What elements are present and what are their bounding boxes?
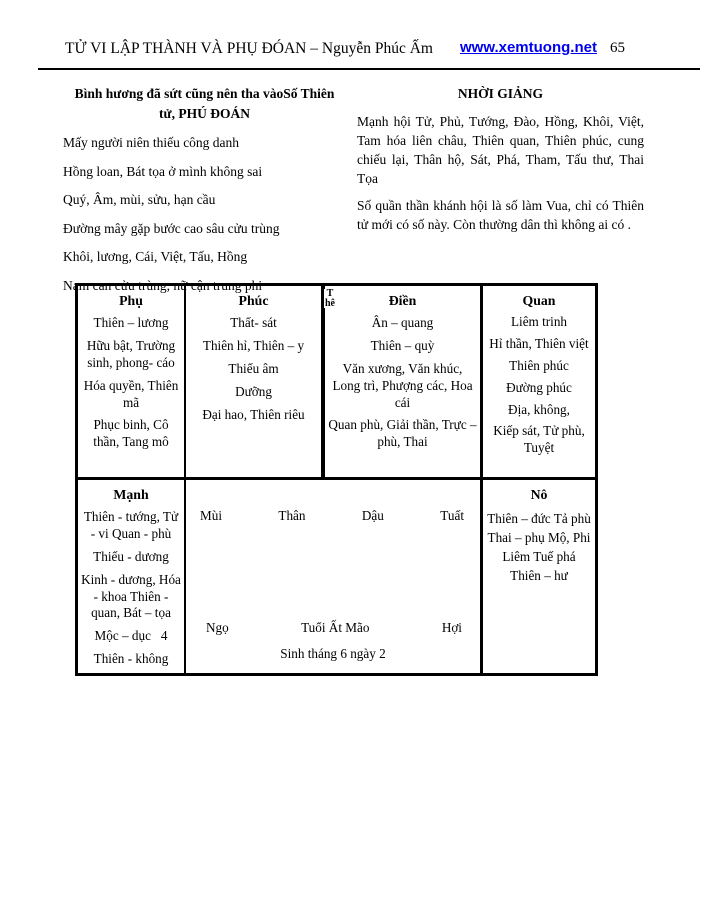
left-text-column bbox=[63, 84, 346, 294]
verse-line: Nam can cửu trùng, nữ cận trung phi bbox=[63, 277, 263, 293]
tu-vi-chart-table bbox=[75, 283, 598, 676]
palace-cell-quan bbox=[483, 286, 595, 480]
left-heading-line: Bình hương đã sứt cũng nên tha vàoSố Thiên bbox=[74, 86, 335, 101]
verse-line: Quý, Âm, mùi, sửu, hạn cầu bbox=[63, 192, 216, 208]
explanation-paragraph: Mạnh hội Tử, Phủ, Tướng, Đào, Hồng, Khôi, Việt, Tam hóa liên châu, Thiên quan, Thiên phúc, cung chiếu lại, Thân hộ, Sát, Phá, Tham, Tấu thư, Thai Tọa bbox=[357, 113, 644, 187]
branch-label-dau: Dậu bbox=[361, 508, 384, 523]
left-heading-line: tử, PHÚ ĐOÁN bbox=[159, 105, 250, 121]
palace-cell-phuc bbox=[186, 286, 325, 480]
branch-row-bottom bbox=[206, 620, 462, 636]
palace-name: Phúc bbox=[238, 293, 269, 308]
verse-line: Khôi, lương, Cái, Việt, Tấu, Hồng bbox=[63, 249, 248, 265]
star-entry: Thiên – quỳ bbox=[370, 337, 435, 353]
branch-label-hoi: Hợi bbox=[441, 620, 462, 635]
right-text-column bbox=[357, 84, 644, 235]
the-vertical-label: Thê bbox=[325, 288, 335, 309]
star-entry: Thiên – lương bbox=[93, 315, 169, 330]
palace-cell-dien bbox=[325, 286, 483, 480]
branch-label-than: Thân bbox=[278, 508, 306, 523]
header-divider bbox=[38, 68, 700, 70]
birth-date-label: Sinh tháng 6 ngày 2 bbox=[280, 646, 386, 661]
star-entry: Mộc – dục 4 bbox=[94, 628, 168, 644]
verse-line: Đường mây gặp bước cao sâu cửu trùng bbox=[63, 220, 280, 236]
star-entry: Quan phù, Giải thần, Trực – phù, Thai bbox=[328, 417, 477, 450]
star-entry: Hỉ thần, Thiên việt bbox=[489, 335, 589, 351]
branch-row-top bbox=[200, 508, 464, 524]
palace-cell-no bbox=[483, 480, 595, 673]
palace-cell-manh bbox=[78, 480, 186, 673]
star-entry: Phục binh, Cô thần, Tang mô bbox=[93, 417, 169, 450]
document-title: TỬ VI LẬP THÀNH VÀ PHỤ ĐÓAN – Nguyễn Phúc Ấm bbox=[65, 40, 433, 57]
star-entry: Hữu bật, Trường sinh, phong- cáo bbox=[86, 337, 176, 370]
verse-line: Mấy người niên thiếu công danh bbox=[63, 135, 240, 151]
palace-name: Điền bbox=[388, 293, 417, 308]
explanation-paragraph: Số quần thần khánh hội là số làm Vua, chỉ có Thiên tử mới có số này. Còn thường dân thì không ai có . bbox=[357, 198, 644, 233]
star-entry: Đại hao, Thiên riêu bbox=[202, 406, 305, 422]
palace-cell-phu bbox=[78, 286, 186, 480]
star-entry: Đường phúc bbox=[506, 379, 572, 395]
star-entry: Văn xương, Văn khúc, Long trì, Phượng các, Hoa cái bbox=[332, 360, 473, 410]
branch-label-ngo: Ngọ bbox=[206, 620, 229, 635]
branch-label-mui: Mùi bbox=[200, 508, 222, 523]
star-entry: Thiếu - dương bbox=[93, 548, 169, 564]
palace-name: Phụ bbox=[119, 293, 143, 308]
star-entry: Dưỡng bbox=[235, 383, 272, 399]
star-entry: Thiếu âm bbox=[228, 360, 279, 376]
star-entry: Địa, không, bbox=[508, 401, 570, 417]
star-entry: Thiên - tướng, Tử - vi Quan - phù bbox=[83, 509, 179, 541]
star-entry: Thiên – đức Tả phù Thai – phụ Mộ, Phi Liêm Tuế phá Thiên – hư bbox=[487, 511, 591, 584]
star-entry: Kiếp sát, Tử phù, Tuyệt bbox=[493, 423, 585, 456]
website-link[interactable]: www.xemtuong.net bbox=[460, 39, 597, 56]
birth-year-label: Tuổi Ất Mão bbox=[301, 620, 370, 635]
star-entry: Thất- sát bbox=[230, 315, 277, 330]
verse-line: Hồng loan, Bát tọa ở mình không sai bbox=[63, 163, 263, 179]
palace-name: Nô bbox=[530, 487, 548, 502]
chart-center-cell bbox=[186, 480, 483, 673]
star-entry: Thiên hỉ, Thiên – y bbox=[202, 337, 305, 353]
palace-name: Quan bbox=[522, 293, 556, 308]
star-entry: Ân – quang bbox=[371, 315, 434, 330]
branch-label-tuat: Tuất bbox=[440, 508, 464, 523]
palace-name: Mạnh bbox=[113, 487, 149, 502]
star-entry: Hóa quyền, Thiên mã bbox=[83, 377, 179, 410]
star-entry: Thiên - không bbox=[93, 651, 169, 667]
header-right bbox=[460, 39, 625, 57]
left-column-heading bbox=[63, 84, 346, 123]
star-entry: Liêm trinh bbox=[510, 314, 568, 329]
star-entry: Thiên phúc bbox=[509, 357, 569, 373]
star-entry: Kinh - dương, Hóa - khoa Thiên - quan, Bát – tọa bbox=[81, 571, 181, 621]
right-column-heading: NHỜI GIẢNG bbox=[457, 86, 544, 101]
page-number: 65 bbox=[609, 40, 625, 56]
